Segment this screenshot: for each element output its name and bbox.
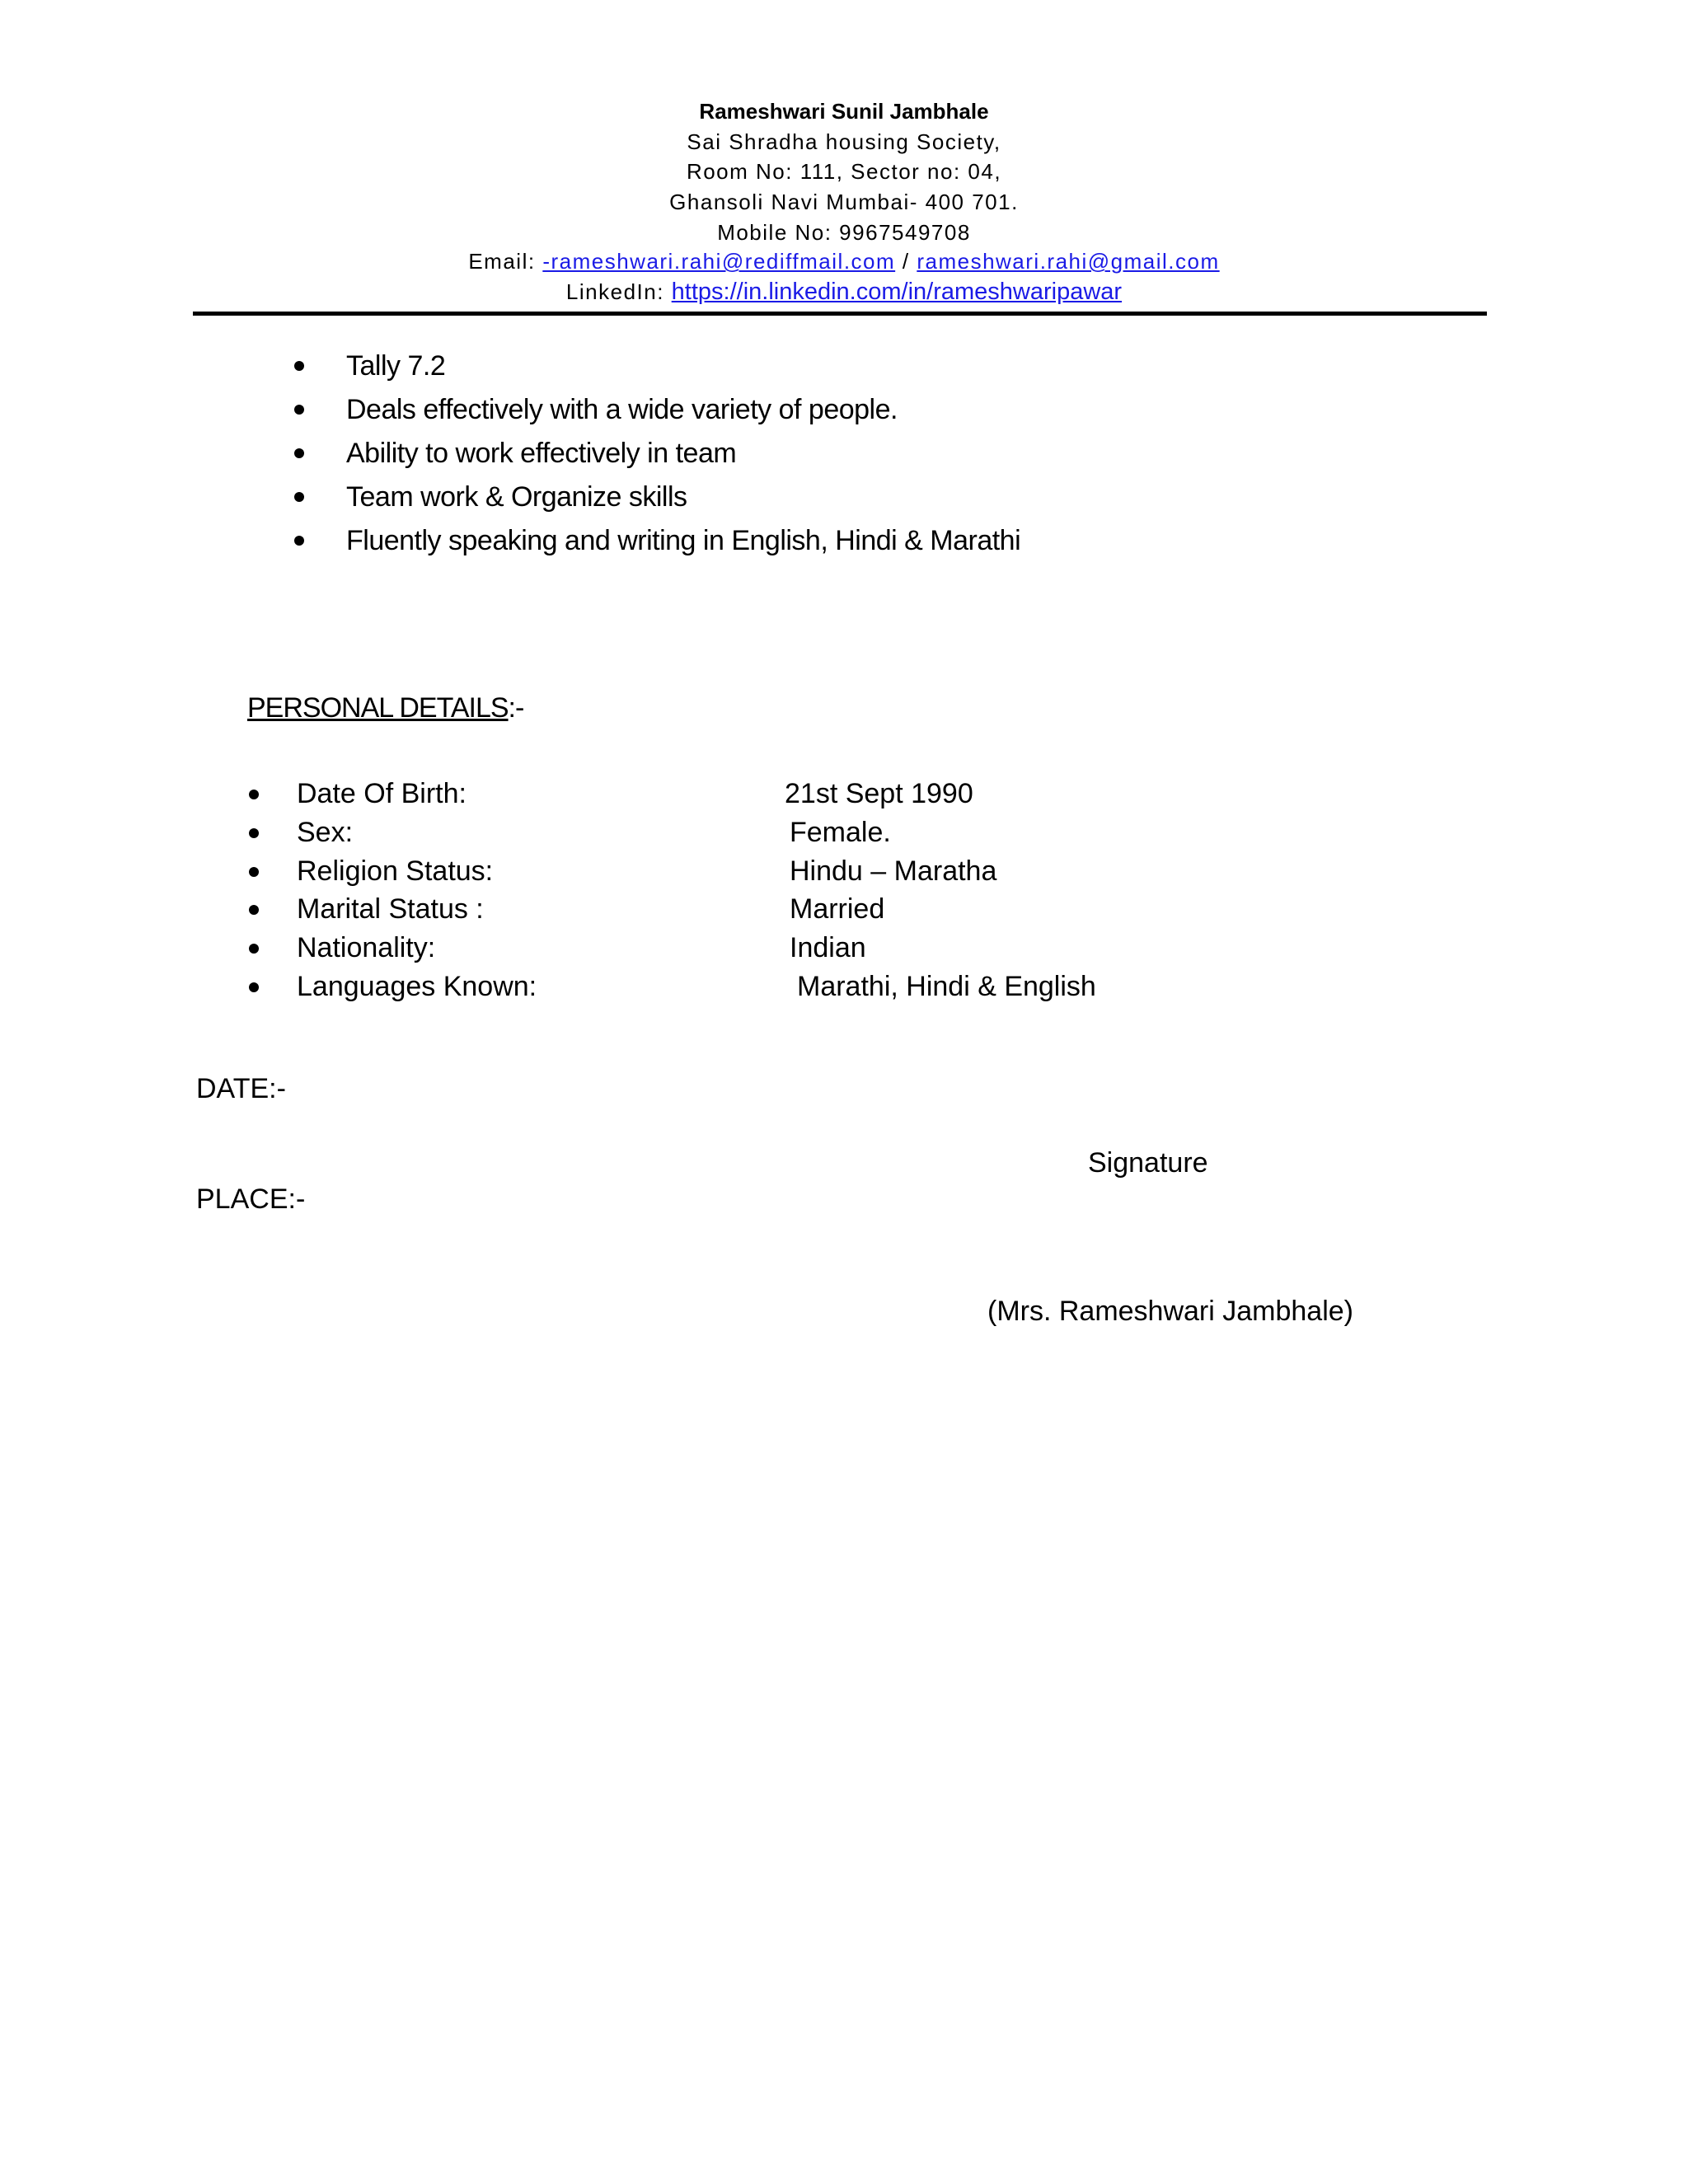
detail-row-marital-status	[0, 890, 1688, 929]
bullet-icon	[294, 405, 304, 415]
bullet-icon	[294, 492, 304, 502]
detail-value: 21st Sept 1990	[785, 778, 973, 809]
detail-label: Date Of Birth:	[297, 778, 467, 809]
bullet-icon	[249, 828, 259, 838]
detail-value: Hindu – Maratha	[790, 855, 997, 887]
skill-text: Team work & Organize skills	[346, 481, 687, 513]
email-line	[0, 249, 1688, 274]
detail-label: Sex:	[297, 817, 354, 848]
linkedin-line	[0, 279, 1688, 306]
bullet-icon	[249, 867, 259, 877]
skill-text: Tally 7.2	[346, 350, 446, 382]
skill-text: Deals effectively with a wide variety of people.	[346, 394, 898, 425]
date-label: DATE:-	[196, 1073, 286, 1104]
linkedin-label: LinkedIn:	[565, 279, 672, 304]
email-separator: /	[895, 249, 917, 274]
detail-row-religion	[0, 852, 1688, 891]
detail-label: Nationality:	[297, 932, 436, 963]
address-line-2: Room No: 111, Sector no: 04,	[686, 159, 1002, 184]
email-link-rediffmail[interactable]: -rameshwari.rahi@rediffmail.com	[542, 249, 896, 274]
detail-value: Female.	[790, 817, 891, 848]
mobile-number: Mobile No: 9967549708	[717, 220, 971, 245]
header-divider	[193, 312, 1487, 316]
bullet-icon	[249, 905, 259, 915]
bullet-icon	[249, 982, 259, 992]
signature-label: Signature	[1088, 1147, 1208, 1179]
detail-value: Indian	[790, 932, 866, 963]
personal-details-heading	[247, 692, 523, 724]
email-link-gmail[interactable]: rameshwari.rahi@gmail.com	[917, 249, 1220, 274]
detail-row-sex	[0, 813, 1688, 852]
bullet-icon	[294, 448, 304, 458]
detail-row-languages	[0, 968, 1688, 1006]
linkedin-link[interactable]: https://in.linkedin.com/in/rameshwaripawar	[671, 279, 1123, 305]
skill-text: Fluently speaking and writing in English, Hindi & Marathi	[346, 525, 1021, 556]
bullet-icon	[294, 536, 304, 546]
candidate-name: Rameshwari Sunil Jambhale	[699, 99, 989, 124]
detail-value: Married	[790, 893, 885, 925]
personal-details-suffix: :-	[508, 692, 524, 724]
email-label: Email:	[468, 249, 543, 274]
bullet-icon	[294, 361, 304, 371]
skill-text: Ability to work effectively in team	[346, 438, 737, 469]
detail-label: Religion Status:	[297, 855, 494, 887]
detail-row-dob	[0, 775, 1688, 813]
bullet-icon	[249, 944, 259, 954]
address-line-3: Ghansoli Navi Mumbai- 400 701.	[669, 190, 1019, 214]
detail-label: Marital Status :	[297, 893, 484, 925]
bullet-icon	[249, 790, 259, 799]
detail-label: Languages Known:	[297, 971, 537, 1002]
signatory-name: (Mrs. Rameshwari Jambhale)	[987, 1296, 1353, 1327]
detail-row-nationality	[0, 929, 1688, 968]
personal-details-title: PERSONAL DETAILS	[247, 692, 509, 724]
address-line-1: Sai Shradha housing Society,	[687, 129, 1001, 154]
place-label: PLACE:-	[196, 1183, 306, 1215]
detail-value: Marathi, Hindi & English	[797, 971, 1096, 1002]
